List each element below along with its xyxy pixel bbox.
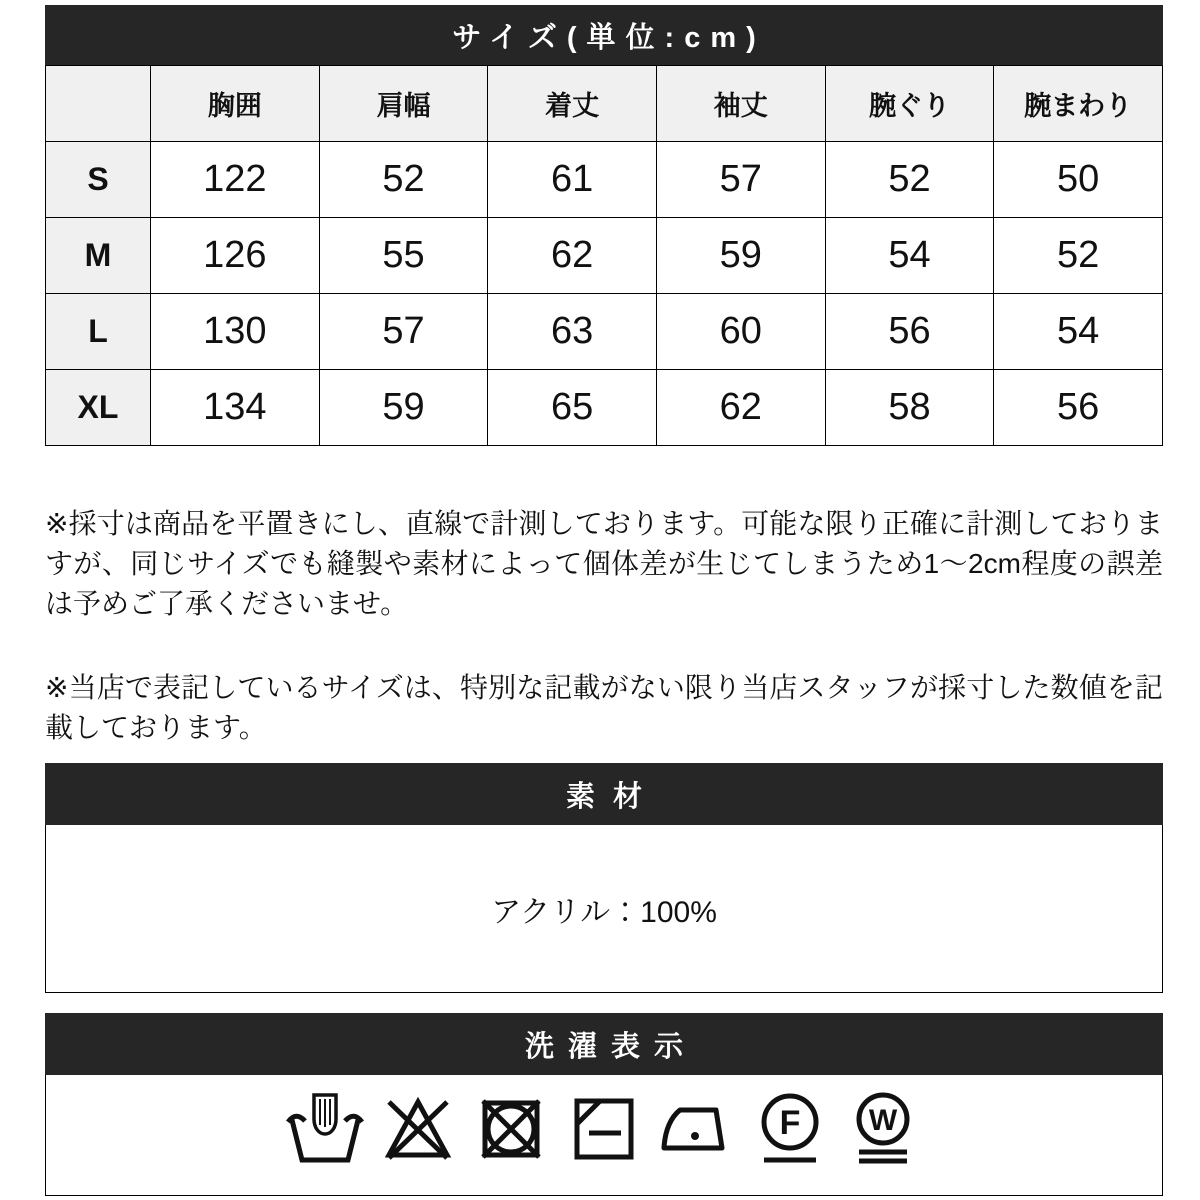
size-section-title: サイズ(単位:cm) — [452, 21, 766, 54]
cell: 122 — [151, 142, 320, 218]
table-row-m — [46, 218, 1163, 294]
cell: 52 — [994, 218, 1163, 294]
do-not-bleach-icon — [378, 1089, 458, 1169]
washing-section-title: 洗濯表示 — [524, 1030, 697, 1063]
cell: 126 — [151, 218, 320, 294]
cell: 59 — [656, 218, 825, 294]
cell: 50 — [994, 142, 1163, 218]
material-section-body — [45, 825, 1163, 993]
row-label: S — [46, 142, 151, 218]
cell: 57 — [656, 142, 825, 218]
cell: 52 — [825, 142, 994, 218]
column-header-shoulder: 肩幅 — [319, 66, 488, 142]
row-label: XL — [46, 370, 151, 446]
washing-section-title-bar — [45, 1013, 1163, 1075]
cell: 61 — [488, 142, 657, 218]
table-row-l — [46, 294, 1163, 370]
row-label: L — [46, 294, 151, 370]
dry-flat-in-shade-icon — [564, 1089, 644, 1169]
cell: 52 — [319, 142, 488, 218]
cell: 60 — [656, 294, 825, 370]
column-header-arm-circumference: 腕まわり — [994, 66, 1163, 142]
material-section-title: 素材 — [565, 780, 660, 813]
wet-clean-very-mild-icon — [843, 1089, 923, 1169]
cell: 54 — [994, 294, 1163, 370]
cell: 130 — [151, 294, 320, 370]
column-header-sleeve: 袖丈 — [656, 66, 825, 142]
size-table-header-row — [46, 66, 1163, 142]
cell: 55 — [319, 218, 488, 294]
measurement-note-1: ※採寸は商品を平置きにし、直線で計測しております。可能な限り正確に計測しておりますが、同じサイズでも縫製や素材によって個体差が生じてしまうため1〜2cm程度の誤差は予めご了承くださいませ。 — [45, 508, 1163, 619]
measurement-note-2: ※当店で表記しているサイズは、特別な記載がない限り当店スタッフが採寸した数値を記載しております。 — [45, 672, 1163, 743]
cell: 56 — [994, 370, 1163, 446]
column-header-length: 着丈 — [488, 66, 657, 142]
washing-section-body — [45, 1075, 1163, 1196]
cell: 57 — [319, 294, 488, 370]
size-table-corner-cell — [46, 66, 151, 142]
size-section-title-bar — [45, 5, 1163, 65]
material-content: アクリル：100% — [491, 895, 717, 929]
cell: 62 — [488, 218, 657, 294]
cell: 134 — [151, 370, 320, 446]
svg-text:F: F — [779, 1104, 801, 1142]
cell: 62 — [656, 370, 825, 446]
hand-wash-icon — [285, 1089, 365, 1169]
cell: 63 — [488, 294, 657, 370]
table-row-s — [46, 142, 1163, 218]
cell: 56 — [825, 294, 994, 370]
cell: 58 — [825, 370, 994, 446]
row-label: M — [46, 218, 151, 294]
column-header-chest: 胸囲 — [151, 66, 320, 142]
material-section-title-bar — [45, 763, 1163, 825]
cell: 54 — [825, 218, 994, 294]
svg-text:W: W — [868, 1104, 898, 1137]
column-header-armhole: 腕ぐり — [825, 66, 994, 142]
cell: 59 — [319, 370, 488, 446]
cell: 65 — [488, 370, 657, 446]
table-row-xl — [46, 370, 1163, 446]
do-not-tumble-dry-icon — [471, 1089, 551, 1169]
size-table — [45, 65, 1163, 446]
iron-low-temperature-icon — [657, 1089, 737, 1169]
dry-clean-petroleum-mild-icon — [750, 1089, 830, 1169]
